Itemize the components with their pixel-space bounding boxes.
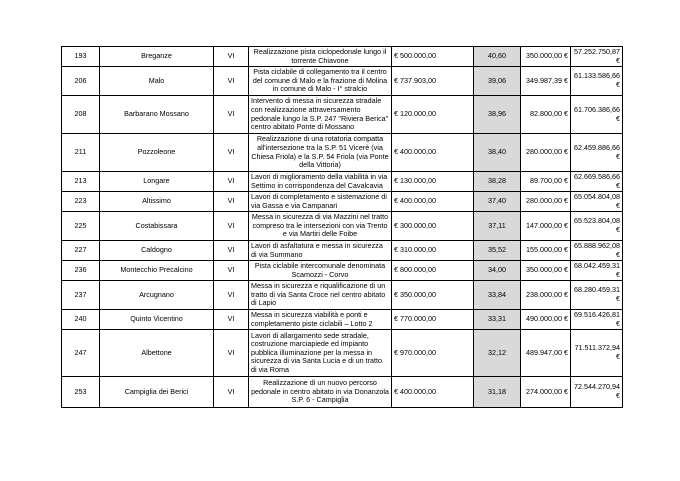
description-cell: Realizzazione pista ciclopedonale lungo il torrente Chiavone: [249, 47, 392, 67]
table-row: [62, 377, 623, 408]
row-number: 253: [62, 377, 100, 408]
contribution-cell: 350.000,00 €: [521, 261, 571, 281]
cumulative-cell: 62.669.586,66 €: [571, 172, 623, 192]
cumulative-cell: 62.459.886,66 €: [571, 134, 623, 172]
table-row: [62, 212, 623, 241]
score-cell: 34,00: [474, 261, 521, 281]
table-row: [62, 330, 623, 377]
description-cell: Messa in sicurezza viabilità e ponti e completamento piste ciclabili – Lotto 2: [249, 310, 392, 330]
province-cell: VI: [214, 310, 249, 330]
table-row: [62, 172, 623, 192]
amount-cell: € 400.000,00: [392, 134, 474, 172]
row-number: 240: [62, 310, 100, 330]
amount-cell: € 350.000,00: [392, 281, 474, 310]
score-cell: 33,84: [474, 281, 521, 310]
province-cell: VI: [214, 67, 249, 96]
score-cell: 38,40: [474, 134, 521, 172]
amount-cell: € 120.000,00: [392, 96, 474, 134]
table-row: [62, 134, 623, 172]
province-cell: VI: [214, 261, 249, 281]
description-cell: Pista ciclabile intercomunale denominata Scamozzi - Corvo: [249, 261, 392, 281]
table-row: [62, 96, 623, 134]
table-row: [62, 192, 623, 212]
contribution-cell: 147.000,00 €: [521, 212, 571, 241]
amount-cell: € 970.000,00: [392, 330, 474, 377]
contribution-cell: 89.700,00 €: [521, 172, 571, 192]
table-row: [62, 67, 623, 96]
amount-cell: € 500.000,00: [392, 47, 474, 67]
contribution-cell: 490.000,00 €: [521, 310, 571, 330]
municipality-cell: Pozzoleone: [100, 134, 214, 172]
cumulative-cell: 68.280.459,31 €: [571, 281, 623, 310]
amount-cell: € 300.000,00: [392, 212, 474, 241]
province-cell: VI: [214, 377, 249, 408]
contribution-cell: 280.000,00 €: [521, 192, 571, 212]
score-cell: 31,18: [474, 377, 521, 408]
row-number: 206: [62, 67, 100, 96]
description-cell: Messa in sicurezza di via Mazzini nel tratto compreso tra le intersezioni con via Trento e via Martiri delle Foibe: [249, 212, 392, 241]
municipality-cell: Longare: [100, 172, 214, 192]
municipality-cell: Caldogno: [100, 241, 214, 261]
row-number: 211: [62, 134, 100, 172]
table-row: [62, 261, 623, 281]
table-row: [62, 241, 623, 261]
row-number: 247: [62, 330, 100, 377]
amount-cell: € 737.903,00: [392, 67, 474, 96]
table-body: [62, 47, 623, 408]
municipality-cell: Malo: [100, 67, 214, 96]
municipality-cell: Costabissara: [100, 212, 214, 241]
cumulative-cell: 71.511.372,94 €: [571, 330, 623, 377]
score-cell: 38,28: [474, 172, 521, 192]
description-cell: Lavori di miglioramento della viabilità in via Settimo in corrispondenza del Cavalcavia: [249, 172, 392, 192]
amount-cell: € 130.000,00: [392, 172, 474, 192]
description-cell: Lavori di asfaltatura e messa in sicurezza di via Summano: [249, 241, 392, 261]
province-cell: VI: [214, 172, 249, 192]
score-cell: 32,12: [474, 330, 521, 377]
funding-table: [61, 46, 623, 408]
description-cell: Lavori di allargamento sede stradale, costruzione marciapiede ed impianto pubblica illuminazione per la messa in sicurezza di via Santa Lucia e di un tratto di via Roma: [249, 330, 392, 377]
contribution-cell: 82.800,00 €: [521, 96, 571, 134]
row-number: 236: [62, 261, 100, 281]
province-cell: VI: [214, 134, 249, 172]
municipality-cell: Altissimo: [100, 192, 214, 212]
cumulative-cell: 61.133.586,66 €: [571, 67, 623, 96]
row-number: 193: [62, 47, 100, 67]
row-number: 208: [62, 96, 100, 134]
province-cell: VI: [214, 241, 249, 261]
amount-cell: € 400.000,00: [392, 192, 474, 212]
row-number: 227: [62, 241, 100, 261]
description-cell: Realizzazione di una rotatoria compatta all'intersezione tra la S.P. 51 Vicerè (via Chiesa Friola) e la S.P. 54 Friola (via Ponte della Vittoria): [249, 134, 392, 172]
municipality-cell: Montecchio Precalcino: [100, 261, 214, 281]
description-cell: Pista ciclabile di collegamento tra il centro del comune di Malo e la frazione di Molina in comune di Malo - I° stralcio: [249, 67, 392, 96]
row-number: 237: [62, 281, 100, 310]
table-row: [62, 47, 623, 67]
municipality-cell: Arcugnano: [100, 281, 214, 310]
score-cell: 40,60: [474, 47, 521, 67]
cumulative-cell: 69.516.426,81 €: [571, 310, 623, 330]
province-cell: VI: [214, 281, 249, 310]
contribution-cell: 350.000,00 €: [521, 47, 571, 67]
amount-cell: € 310.000,00: [392, 241, 474, 261]
cumulative-cell: 68.042.459,31 €: [571, 261, 623, 281]
score-cell: 33,31: [474, 310, 521, 330]
municipality-cell: Breganze: [100, 47, 214, 67]
amount-cell: € 400.000,00: [392, 377, 474, 408]
score-cell: 37,40: [474, 192, 521, 212]
description-cell: Messa in sicurezza e riqualificazione di un tratto di via Santa Croce nel centro abitato di Lapio: [249, 281, 392, 310]
description-cell: Intervento di messa in sicurezza stradale con realizzazione attraversamento pedonale lungo la S.P. 247 "Riviera Berica" centro abitato Ponte di Mossano: [249, 96, 392, 134]
province-cell: VI: [214, 96, 249, 134]
contribution-cell: 280.000,00 €: [521, 134, 571, 172]
municipality-cell: Quinto Vicentino: [100, 310, 214, 330]
municipality-cell: Barbarano Mossano: [100, 96, 214, 134]
province-cell: VI: [214, 212, 249, 241]
contribution-cell: 274.000,00 €: [521, 377, 571, 408]
score-cell: 38,96: [474, 96, 521, 134]
row-number: 213: [62, 172, 100, 192]
score-cell: 35,52: [474, 241, 521, 261]
description-cell: Realizzazione di un nuovo percorso pedonale in centro abitato in via Donanzola S.P. 6 - Campiglia: [249, 377, 392, 408]
table-row: [62, 281, 623, 310]
cumulative-cell: 65.523.804,08 €: [571, 212, 623, 241]
description-cell: Lavori di completamento e sistemazione di via Gassa e via Campanari: [249, 192, 392, 212]
amount-cell: € 800.000,00: [392, 261, 474, 281]
row-number: 225: [62, 212, 100, 241]
score-cell: 39,06: [474, 67, 521, 96]
contribution-cell: 489.947,00 €: [521, 330, 571, 377]
contribution-cell: 349.987,39 €: [521, 67, 571, 96]
province-cell: VI: [214, 192, 249, 212]
municipality-cell: Campiglia dei Berici: [100, 377, 214, 408]
cumulative-cell: 61.706.386,66 €: [571, 96, 623, 134]
score-cell: 37,11: [474, 212, 521, 241]
cumulative-cell: 65.054.804,08 €: [571, 192, 623, 212]
cumulative-cell: 72.544.270,94 €: [571, 377, 623, 408]
row-number: 223: [62, 192, 100, 212]
cumulative-cell: 57.252.750,87 €: [571, 47, 623, 67]
contribution-cell: 155.000,00 €: [521, 241, 571, 261]
province-cell: VI: [214, 330, 249, 377]
table-row: [62, 310, 623, 330]
amount-cell: € 770.000,00: [392, 310, 474, 330]
municipality-cell: Albettone: [100, 330, 214, 377]
province-cell: VI: [214, 47, 249, 67]
cumulative-cell: 65.888.962,08 €: [571, 241, 623, 261]
contribution-cell: 238.000,00 €: [521, 281, 571, 310]
